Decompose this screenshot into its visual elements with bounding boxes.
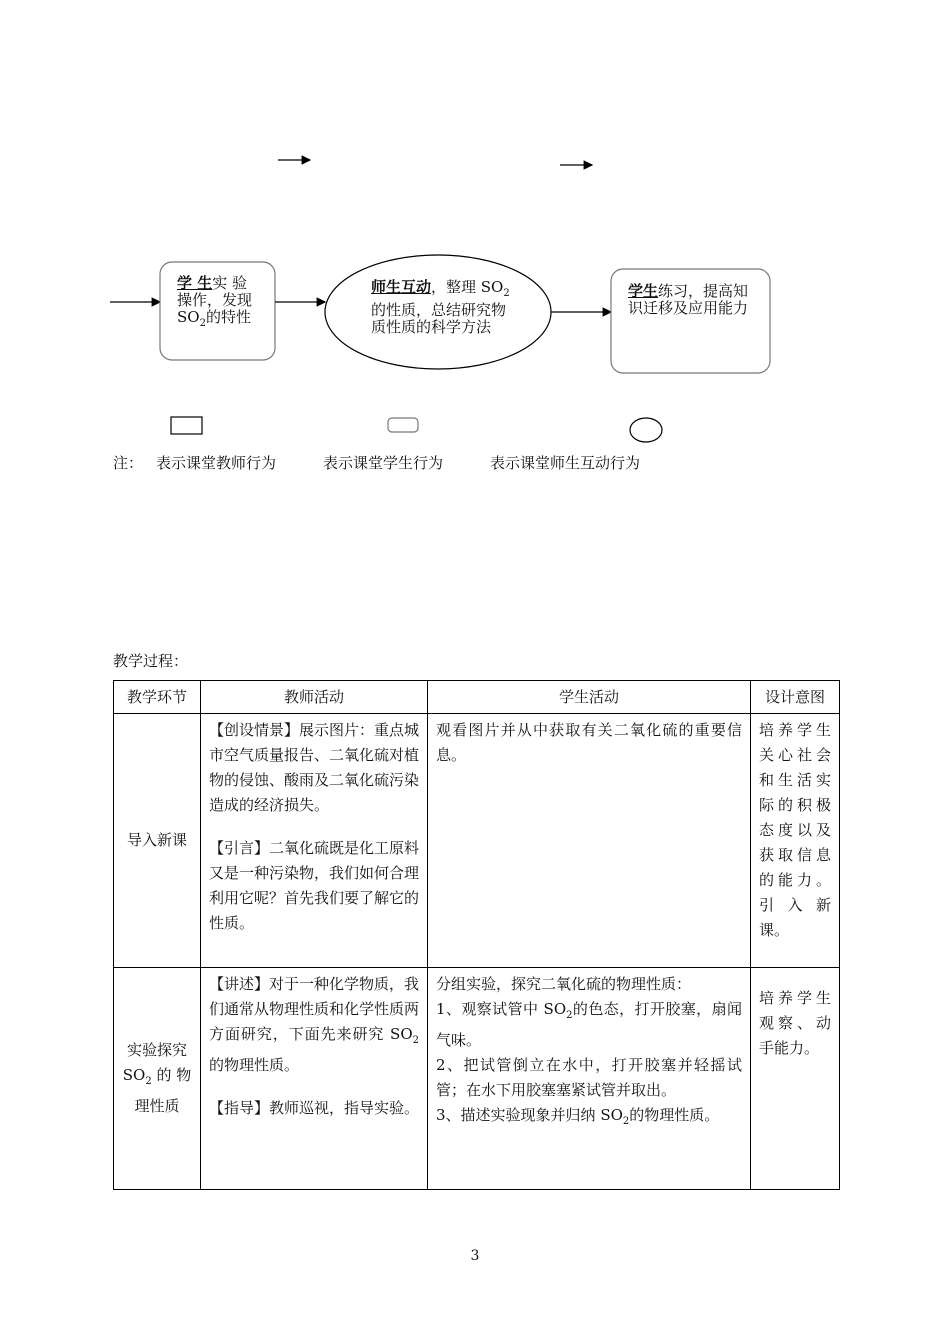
student-box-2-text xyxy=(628,283,756,317)
student-activity-step: 2、把试管倒立在水中，打开胶塞并轻摇试管；在水下用胶塞塞紧试管并取出。 xyxy=(436,1056,742,1099)
box1-chem: SO xyxy=(177,308,200,326)
step1-b: 的色态，打开胶塞，扇闻气味。 xyxy=(436,1000,742,1049)
teacher-activity-cell xyxy=(201,714,428,968)
student-activity-cell xyxy=(428,714,751,968)
stage-cell xyxy=(114,968,201,1190)
teacher-sub: 2 xyxy=(412,1035,419,1046)
student-activity-step xyxy=(436,1103,742,1134)
step3-b: 的物理性质。 xyxy=(629,1106,720,1124)
stage-cell: 导入新课 xyxy=(114,714,201,968)
design-intent-text: 培养学生观察、动手能力。 xyxy=(759,989,831,1057)
stage-text-b: 的 物理性质 xyxy=(134,1066,192,1115)
box1-text: 实 验 操作，发现 xyxy=(177,274,253,309)
student-role-label-2: 学生 xyxy=(628,282,659,300)
teacher-text-b: 的物理性质。 xyxy=(209,1056,300,1074)
legend-student-label: 表示课堂学生行为 xyxy=(323,454,444,472)
student-box-1-text xyxy=(177,275,265,332)
header-student: 学生活动 xyxy=(428,681,751,714)
design-intent-cell xyxy=(751,714,840,968)
ellipse-text1: ，整理 SO xyxy=(431,278,504,296)
student-activity-intro: 分组实验，探究二氧化硫的物理性质： xyxy=(436,975,692,993)
step3-a: 3、描述实验现象并归纳 SO xyxy=(436,1106,623,1124)
ellipse-sub: 2 xyxy=(503,288,510,299)
student-activity-step xyxy=(436,997,742,1053)
teacher-activity-paragraph: 【指导】教师巡视，指导实验。 xyxy=(209,1099,420,1117)
step1-sub: 2 xyxy=(566,1010,573,1021)
teacher-activity-paragraph: 【引言】二氧化硫既是化工原料又是一种污染物，我们如何合理利用它呢？首先我们要了解它的性质。 xyxy=(209,839,420,932)
header-intent: 设计意图 xyxy=(751,681,840,714)
table-header-row xyxy=(114,681,840,714)
teacher-activity-paragraph: 【创设情景】展示图片：重点城市空气质量报告、二氧化硫对植物的侵蚀、酸雨及二氧化硫污染造成的经济损失。 xyxy=(209,721,420,814)
page-number: 3 xyxy=(470,1248,480,1264)
table-row xyxy=(114,714,840,968)
student-activity-text: 观看图片并从中获取有关二氧化硫的重要信息。 xyxy=(436,721,742,764)
teacher-text-a: 【讲述】对于一种化学物质，我们通常从物理性质和化学性质两方面研究，下面先来研究 SO xyxy=(209,975,420,1043)
legend-teacher-rect xyxy=(171,417,202,434)
legend-interaction-label: 表示课堂师生互动行为 xyxy=(490,454,641,472)
header-stage: 教学环节 xyxy=(114,681,201,714)
stage-text-a: 实验探究 xyxy=(126,1041,187,1059)
table-row xyxy=(114,968,840,1190)
header-teacher: 教师活动 xyxy=(201,681,428,714)
legend-interaction-ellipse xyxy=(630,418,662,442)
teaching-process-table xyxy=(113,680,840,1190)
interaction-ellipse-text xyxy=(371,279,511,336)
student-role-label: 学 生 xyxy=(177,274,213,292)
legend-teacher-label: 表示课堂教师行为 xyxy=(156,454,277,472)
flowchart-diagram xyxy=(0,0,950,460)
legend-student-rounded-rect xyxy=(388,418,418,432)
step1-a: 1、观察试管中 SO xyxy=(436,1000,567,1018)
ellipse-text2: 的性质，总结研究物质性质的科学方法 xyxy=(371,301,507,336)
step3-sub: 2 xyxy=(622,1116,630,1127)
design-intent-cell xyxy=(751,968,840,1190)
design-intent-text: 培养学生关心社会和生活实际的积极态度以及获取信息的能力。引 入 新课。 xyxy=(759,721,831,939)
box1-sub: 2 xyxy=(199,318,206,329)
teacher-activity-cell xyxy=(201,968,428,1190)
student-activity-cell xyxy=(428,968,751,1190)
stage-chem: SO xyxy=(122,1066,146,1084)
interaction-role-label: 师生互动 xyxy=(371,278,432,296)
box1-tail: 的特性 xyxy=(205,308,251,326)
legend-prefix: 注： xyxy=(113,454,144,472)
process-title: 教学过程： xyxy=(113,652,189,670)
box2-text: 练习，提高知识迁移及应用能力 xyxy=(628,282,749,317)
stage-sub: 2 xyxy=(145,1076,152,1087)
teacher-activity-paragraph xyxy=(209,972,419,1078)
